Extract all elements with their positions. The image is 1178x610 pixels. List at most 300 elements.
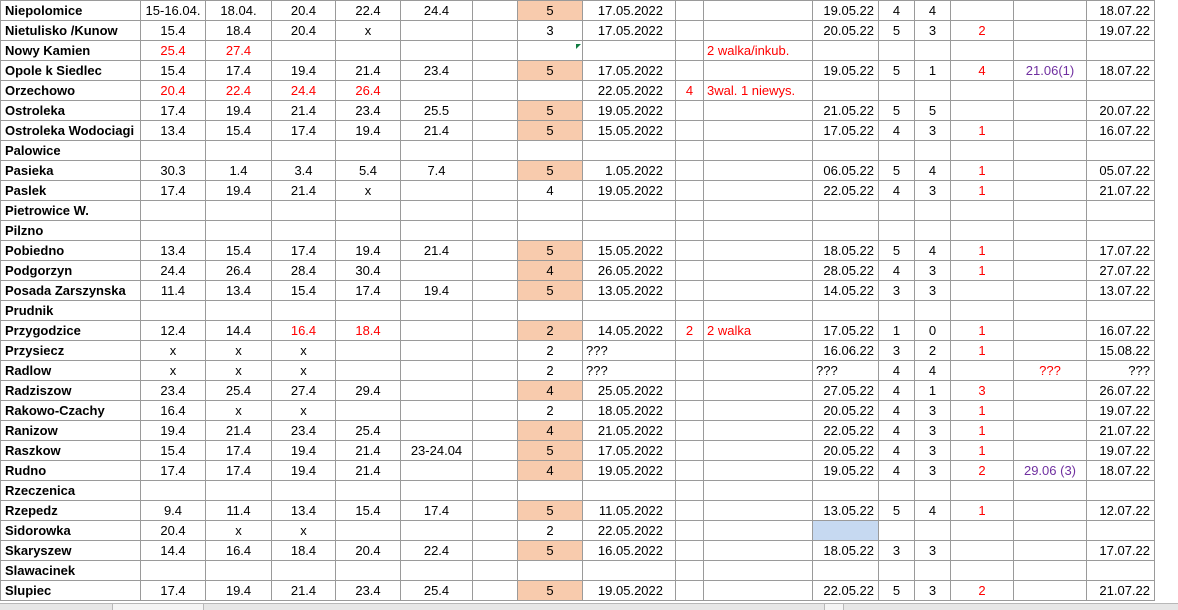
cell[interactable]: 21.4 <box>206 421 272 441</box>
cell[interactable]: 19.4 <box>206 581 272 601</box>
cell[interactable] <box>141 141 206 161</box>
cell[interactable]: 1 <box>951 321 1014 341</box>
cell[interactable] <box>704 561 813 581</box>
cell[interactable] <box>473 161 518 181</box>
cell[interactable] <box>951 541 1014 561</box>
cell[interactable] <box>473 221 518 241</box>
cell[interactable] <box>401 341 473 361</box>
cell[interactable]: 14.05.2022 <box>583 321 676 341</box>
cell[interactable] <box>704 61 813 81</box>
cell[interactable]: 5 <box>518 61 583 81</box>
cell[interactable] <box>951 141 1014 161</box>
cell[interactable] <box>473 321 518 341</box>
cell[interactable] <box>518 221 583 241</box>
cell[interactable] <box>1087 221 1155 241</box>
cell[interactable] <box>676 101 704 121</box>
cell[interactable]: 16.06.22 <box>813 341 879 361</box>
cell[interactable]: 5 <box>518 441 583 461</box>
cell[interactable] <box>951 361 1014 381</box>
cell[interactable]: 22.05.22 <box>813 581 879 601</box>
cell[interactable] <box>473 461 518 481</box>
cell[interactable] <box>473 281 518 301</box>
cell[interactable] <box>272 481 336 501</box>
cell[interactable]: x <box>336 181 401 201</box>
cell[interactable]: 30.3 <box>141 161 206 181</box>
cell[interactable] <box>879 141 915 161</box>
cell[interactable] <box>951 301 1014 321</box>
cell[interactable]: ??? <box>813 361 879 381</box>
cell[interactable]: 15.4 <box>141 441 206 461</box>
row-name-cell[interactable]: Podgorzyn <box>1 261 141 281</box>
cell[interactable]: 25.05.2022 <box>583 381 676 401</box>
cell[interactable] <box>704 141 813 161</box>
cell[interactable] <box>813 221 879 241</box>
cell[interactable] <box>915 41 951 61</box>
cell[interactable]: 14.4 <box>141 541 206 561</box>
cell[interactable]: 5 <box>518 161 583 181</box>
cell[interactable] <box>676 521 704 541</box>
cell[interactable] <box>401 261 473 281</box>
cell[interactable]: 17.4 <box>206 61 272 81</box>
row-name-cell[interactable]: Pasieka <box>1 161 141 181</box>
cell[interactable]: 1 <box>951 341 1014 361</box>
cell[interactable] <box>206 301 272 321</box>
cell[interactable]: 3 <box>915 541 951 561</box>
cell[interactable] <box>704 521 813 541</box>
cell[interactable]: ??? <box>1087 361 1155 381</box>
cell[interactable]: x <box>272 401 336 421</box>
cell[interactable] <box>704 381 813 401</box>
cell[interactable] <box>141 481 206 501</box>
cell[interactable] <box>676 281 704 301</box>
cell[interactable]: 23.4 <box>401 61 473 81</box>
cell[interactable]: 28.05.22 <box>813 261 879 281</box>
cell[interactable] <box>1014 241 1087 261</box>
cell[interactable]: 18.05.22 <box>813 241 879 261</box>
cell[interactable] <box>813 201 879 221</box>
cell[interactable]: 15.05.2022 <box>583 121 676 141</box>
cell[interactable] <box>1014 101 1087 121</box>
cell[interactable] <box>1014 521 1087 541</box>
cell[interactable]: x <box>206 401 272 421</box>
cell[interactable]: 27.4 <box>206 41 272 61</box>
cell[interactable]: 19.4 <box>272 61 336 81</box>
cell[interactable] <box>813 141 879 161</box>
cell[interactable] <box>879 481 915 501</box>
cell[interactable] <box>336 481 401 501</box>
cell[interactable]: 16.07.22 <box>1087 321 1155 341</box>
cell[interactable]: 19.4 <box>141 421 206 441</box>
cell[interactable] <box>951 281 1014 301</box>
cell[interactable] <box>676 121 704 141</box>
cell[interactable]: 19.4 <box>206 181 272 201</box>
cell[interactable]: x <box>272 521 336 541</box>
cell[interactable]: 5 <box>879 61 915 81</box>
cell[interactable] <box>518 41 583 61</box>
cell[interactable] <box>951 481 1014 501</box>
cell[interactable]: x <box>206 341 272 361</box>
cell[interactable]: 3 <box>915 121 951 141</box>
cell[interactable]: 17.4 <box>272 241 336 261</box>
cell[interactable]: 3 <box>915 21 951 41</box>
cell[interactable]: 21.4 <box>272 581 336 601</box>
cell[interactable]: 15.08.22 <box>1087 341 1155 361</box>
cell[interactable]: 2 <box>951 581 1014 601</box>
cell[interactable]: ??? <box>1014 361 1087 381</box>
cell[interactable] <box>676 341 704 361</box>
cell[interactable] <box>1014 381 1087 401</box>
cell[interactable]: 21.4 <box>272 101 336 121</box>
cell[interactable] <box>1014 581 1087 601</box>
cell[interactable] <box>813 81 879 101</box>
row-name-cell[interactable]: Nietulisko /Kunow <box>1 21 141 41</box>
cell[interactable] <box>1014 221 1087 241</box>
cell[interactable] <box>1014 21 1087 41</box>
cell[interactable]: 1 <box>951 501 1014 521</box>
cell[interactable]: 3 <box>951 381 1014 401</box>
cell[interactable]: 2 walka/inkub. <box>704 41 813 61</box>
cell[interactable] <box>704 341 813 361</box>
cell[interactable]: 13.4 <box>206 281 272 301</box>
cell[interactable] <box>1087 201 1155 221</box>
cell[interactable]: 22.05.2022 <box>583 521 676 541</box>
cell[interactable] <box>676 541 704 561</box>
cell[interactable] <box>272 221 336 241</box>
cell[interactable] <box>704 541 813 561</box>
cell[interactable] <box>676 261 704 281</box>
cell[interactable]: 23.4 <box>141 381 206 401</box>
row-name-cell[interactable]: Paslek <box>1 181 141 201</box>
cell[interactable]: 15.4 <box>336 501 401 521</box>
cell[interactable] <box>676 421 704 441</box>
cell[interactable]: 16.4 <box>206 541 272 561</box>
cell[interactable]: 13.4 <box>272 501 336 521</box>
cell[interactable]: 17.07.22 <box>1087 241 1155 261</box>
cell[interactable]: 4 <box>879 1 915 21</box>
cell[interactable] <box>473 141 518 161</box>
cell[interactable] <box>473 241 518 261</box>
cell[interactable] <box>704 481 813 501</box>
cell[interactable]: 11.4 <box>206 501 272 521</box>
cell[interactable]: 21.06(1) <box>1014 61 1087 81</box>
cell[interactable] <box>951 221 1014 241</box>
cell[interactable]: 4 <box>915 161 951 181</box>
cell[interactable]: 18.4 <box>336 321 401 341</box>
cell[interactable]: 4 <box>915 361 951 381</box>
cell[interactable] <box>401 21 473 41</box>
cell[interactable]: 13.07.22 <box>1087 281 1155 301</box>
cell[interactable]: 20.07.22 <box>1087 101 1155 121</box>
cell[interactable]: 17.05.2022 <box>583 441 676 461</box>
cell[interactable] <box>1014 501 1087 521</box>
row-name-cell[interactable]: Orzechowo <box>1 81 141 101</box>
cell[interactable] <box>915 301 951 321</box>
cell[interactable]: 12.07.22 <box>1087 501 1155 521</box>
cell[interactable]: 2 <box>915 341 951 361</box>
row-name-cell[interactable]: Posada Zarszynska <box>1 281 141 301</box>
cell[interactable]: 19.05.22 <box>813 61 879 81</box>
cell[interactable] <box>1014 261 1087 281</box>
cell[interactable] <box>518 481 583 501</box>
cell[interactable]: 18.07.22 <box>1087 1 1155 21</box>
cell[interactable] <box>1014 541 1087 561</box>
row-name-cell[interactable]: Ranizow <box>1 421 141 441</box>
cell[interactable] <box>401 461 473 481</box>
cell[interactable] <box>336 361 401 381</box>
cell[interactable] <box>915 521 951 541</box>
cell[interactable] <box>1014 81 1087 101</box>
cell[interactable] <box>915 81 951 101</box>
cell[interactable]: 17.4 <box>206 461 272 481</box>
cell[interactable] <box>704 501 813 521</box>
cell[interactable]: 1.4 <box>206 161 272 181</box>
cell[interactable]: 25.5 <box>401 101 473 121</box>
cell[interactable]: 3 <box>915 401 951 421</box>
cell[interactable] <box>1014 561 1087 581</box>
cell[interactable]: ??? <box>583 341 676 361</box>
cell[interactable] <box>473 341 518 361</box>
cell[interactable]: 17.4 <box>206 441 272 461</box>
cell[interactable] <box>1014 301 1087 321</box>
cell[interactable]: 17.05.22 <box>813 121 879 141</box>
cell[interactable] <box>1014 421 1087 441</box>
cell[interactable]: 26.05.2022 <box>583 261 676 281</box>
cell[interactable] <box>951 101 1014 121</box>
cell[interactable] <box>879 301 915 321</box>
cell[interactable]: 3 <box>915 441 951 461</box>
cell[interactable]: 22.05.22 <box>813 421 879 441</box>
cell[interactable] <box>401 81 473 101</box>
cell[interactable]: 15.4 <box>141 21 206 41</box>
cell[interactable]: 2 <box>951 21 1014 41</box>
cell[interactable]: 3 <box>879 541 915 561</box>
cell[interactable] <box>676 201 704 221</box>
cell[interactable] <box>704 241 813 261</box>
cell[interactable]: 5 <box>518 281 583 301</box>
cell[interactable]: 5 <box>518 581 583 601</box>
cell[interactable]: 2 walka <box>704 321 813 341</box>
cell[interactable] <box>1087 521 1155 541</box>
cell[interactable] <box>401 401 473 421</box>
cell[interactable]: 14.05.22 <box>813 281 879 301</box>
cell[interactable]: 15.05.2022 <box>583 241 676 261</box>
row-name-cell[interactable]: Nowy Kamien <box>1 41 141 61</box>
cell[interactable]: 22.4 <box>401 541 473 561</box>
cell[interactable] <box>473 401 518 421</box>
cell[interactable] <box>951 561 1014 581</box>
cell[interactable]: 18.4 <box>206 21 272 41</box>
cell[interactable] <box>272 301 336 321</box>
cell[interactable]: 3 <box>915 261 951 281</box>
cell[interactable]: 19.4 <box>336 121 401 141</box>
cell[interactable]: 18.05.22 <box>813 541 879 561</box>
cell[interactable] <box>473 101 518 121</box>
row-name-cell[interactable]: Palowice <box>1 141 141 161</box>
cell[interactable]: 11.05.2022 <box>583 501 676 521</box>
cell[interactable]: 5 <box>518 501 583 521</box>
cell[interactable]: 17.4 <box>141 101 206 121</box>
cell[interactable]: 19.07.22 <box>1087 21 1155 41</box>
cell[interactable] <box>676 561 704 581</box>
cell[interactable]: 19.07.22 <box>1087 441 1155 461</box>
cell[interactable] <box>704 21 813 41</box>
cell[interactable]: 1 <box>951 121 1014 141</box>
cell[interactable]: 1 <box>915 61 951 81</box>
cell[interactable] <box>676 241 704 261</box>
cell[interactable]: 25.4 <box>141 41 206 61</box>
cell[interactable] <box>676 301 704 321</box>
cell[interactable]: 28.4 <box>272 261 336 281</box>
cell[interactable] <box>336 201 401 221</box>
cell[interactable] <box>473 121 518 141</box>
cell[interactable]: 20.05.22 <box>813 21 879 41</box>
cell[interactable]: x <box>272 361 336 381</box>
cell[interactable]: 13.4 <box>141 121 206 141</box>
cell[interactable] <box>401 361 473 381</box>
cell[interactable]: 21.4 <box>336 461 401 481</box>
cell[interactable] <box>336 561 401 581</box>
cell[interactable] <box>1014 161 1087 181</box>
cell[interactable]: 5 <box>879 241 915 261</box>
cell[interactable]: 1 <box>951 161 1014 181</box>
cell[interactable]: 5 <box>879 21 915 41</box>
cell[interactable]: 19.4 <box>401 281 473 301</box>
cell[interactable] <box>336 521 401 541</box>
cell[interactable]: 5 <box>879 501 915 521</box>
cell[interactable] <box>704 301 813 321</box>
cell[interactable] <box>1014 401 1087 421</box>
cell[interactable] <box>676 1 704 21</box>
cell[interactable]: 4 <box>951 61 1014 81</box>
cell[interactable] <box>1087 81 1155 101</box>
cell[interactable] <box>676 181 704 201</box>
row-name-cell[interactable]: Rzepedz <box>1 501 141 521</box>
cell[interactable]: 19.4 <box>272 461 336 481</box>
row-name-cell[interactable]: Skaryszew <box>1 541 141 561</box>
cell[interactable] <box>518 301 583 321</box>
cell[interactable] <box>704 581 813 601</box>
cell[interactable] <box>473 201 518 221</box>
cell[interactable] <box>1087 41 1155 61</box>
cell[interactable]: 21.07.22 <box>1087 581 1155 601</box>
cell[interactable]: 29.4 <box>336 381 401 401</box>
row-name-cell[interactable]: Przysiecz <box>1 341 141 361</box>
cell[interactable]: 27.05.22 <box>813 381 879 401</box>
cell[interactable]: 5 <box>879 101 915 121</box>
cell[interactable]: 5 <box>518 121 583 141</box>
cell[interactable] <box>704 1 813 21</box>
cell[interactable]: 19.05.2022 <box>583 101 676 121</box>
cell[interactable] <box>879 81 915 101</box>
cell[interactable]: 26.4 <box>206 261 272 281</box>
cell[interactable] <box>473 1 518 21</box>
cell[interactable] <box>518 561 583 581</box>
cell[interactable] <box>813 521 879 541</box>
cell[interactable]: 7.4 <box>401 161 473 181</box>
cell[interactable] <box>473 561 518 581</box>
cell[interactable] <box>401 181 473 201</box>
cell[interactable]: 3 <box>915 461 951 481</box>
cell[interactable]: 21.07.22 <box>1087 421 1155 441</box>
cell[interactable]: 4 <box>915 241 951 261</box>
cell[interactable] <box>704 361 813 381</box>
cell[interactable] <box>915 141 951 161</box>
cell[interactable]: 5 <box>518 101 583 121</box>
row-name-cell[interactable]: Prudnik <box>1 301 141 321</box>
cell[interactable] <box>951 1 1014 21</box>
cell[interactable]: 17.07.22 <box>1087 541 1155 561</box>
cell[interactable]: 18.4 <box>272 541 336 561</box>
cell[interactable] <box>704 441 813 461</box>
cell[interactable] <box>676 581 704 601</box>
cell[interactable]: 18.07.22 <box>1087 461 1155 481</box>
cell[interactable]: 19.05.22 <box>813 1 879 21</box>
row-name-cell[interactable]: Rudno <box>1 461 141 481</box>
cell[interactable] <box>1087 141 1155 161</box>
cell[interactable] <box>879 561 915 581</box>
cell[interactable]: 23.4 <box>336 581 401 601</box>
row-name-cell[interactable]: Pobiedno <box>1 241 141 261</box>
cell[interactable] <box>336 341 401 361</box>
cell[interactable]: 4 <box>518 461 583 481</box>
cell[interactable]: 18.05.2022 <box>583 401 676 421</box>
cell[interactable]: 9.4 <box>141 501 206 521</box>
row-name-cell[interactable]: Radlow <box>1 361 141 381</box>
row-name-cell[interactable]: Opole k Siedlec <box>1 61 141 81</box>
cell[interactable] <box>676 481 704 501</box>
cell[interactable]: 22.4 <box>336 1 401 21</box>
cell[interactable]: 20.4 <box>272 21 336 41</box>
cell[interactable] <box>518 141 583 161</box>
cell[interactable] <box>518 81 583 101</box>
cell[interactable] <box>676 61 704 81</box>
cell[interactable]: 3 <box>915 581 951 601</box>
cell[interactable] <box>813 481 879 501</box>
cell[interactable] <box>813 301 879 321</box>
cell[interactable] <box>473 301 518 321</box>
cell[interactable] <box>704 461 813 481</box>
cell[interactable] <box>704 221 813 241</box>
row-name-cell[interactable]: Pietrowice W. <box>1 201 141 221</box>
row-name-cell[interactable]: Raszkow <box>1 441 141 461</box>
cell[interactable] <box>1087 481 1155 501</box>
cell[interactable] <box>813 41 879 61</box>
cell[interactable] <box>583 481 676 501</box>
cell[interactable]: 20.4 <box>141 521 206 541</box>
cell[interactable]: 5 <box>915 101 951 121</box>
cell[interactable]: 16.05.2022 <box>583 541 676 561</box>
cell[interactable]: 17.4 <box>336 281 401 301</box>
row-name-cell[interactable]: Przygodzice <box>1 321 141 341</box>
cell[interactable]: 11.4 <box>141 281 206 301</box>
cell[interactable]: 20.05.22 <box>813 401 879 421</box>
cell[interactable] <box>704 201 813 221</box>
cell[interactable]: 15.4 <box>272 281 336 301</box>
cell[interactable]: 3 <box>915 421 951 441</box>
cell[interactable] <box>583 301 676 321</box>
cell[interactable] <box>676 361 704 381</box>
cell[interactable]: 0 <box>915 321 951 341</box>
cell[interactable]: 23-24.04 <box>401 441 473 461</box>
cell[interactable] <box>1014 181 1087 201</box>
cell[interactable]: 3 <box>915 281 951 301</box>
cell[interactable] <box>473 581 518 601</box>
cell[interactable] <box>473 361 518 381</box>
cell[interactable] <box>401 221 473 241</box>
cell[interactable] <box>583 41 676 61</box>
cell[interactable]: 5 <box>518 541 583 561</box>
cell[interactable]: 21.05.2022 <box>583 421 676 441</box>
